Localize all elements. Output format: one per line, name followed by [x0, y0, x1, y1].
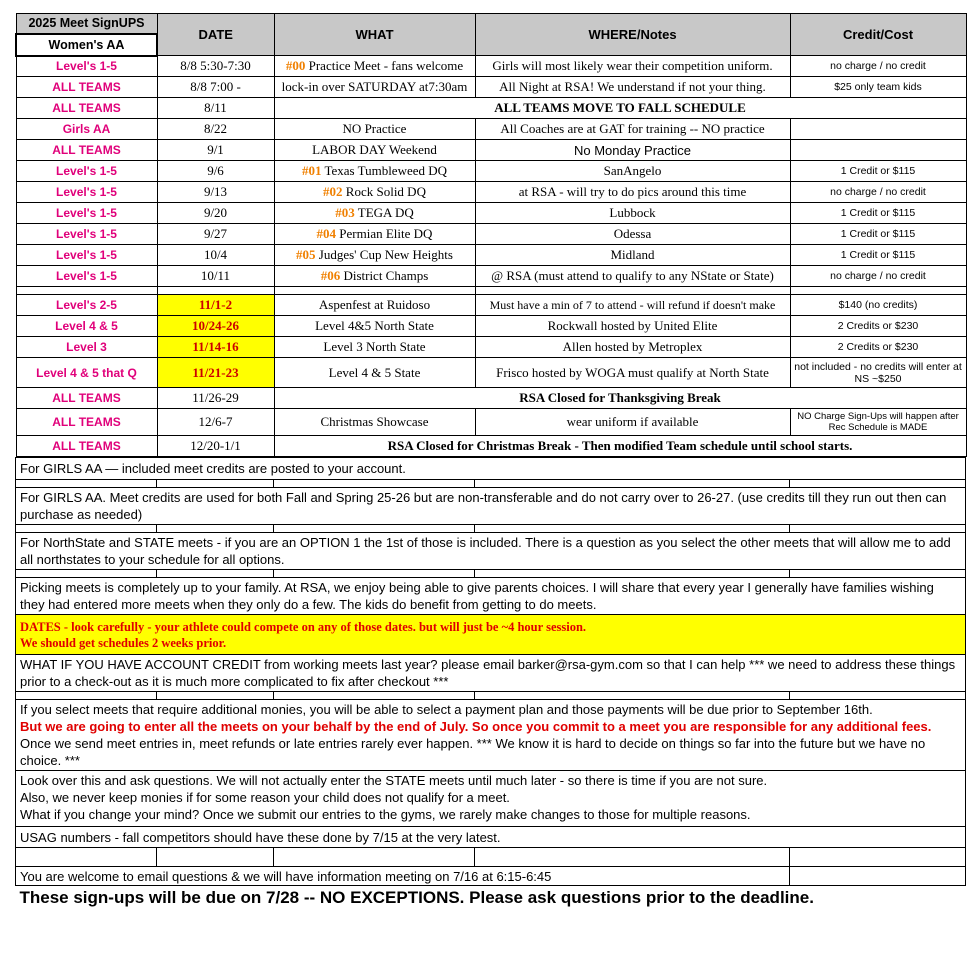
- event-name: lock-in over SATURDAY at7:30am: [281, 79, 468, 94]
- event-cell: [274, 295, 475, 316]
- event-name: NO Practice: [342, 121, 407, 136]
- date-cell: 8/8 7:00 -: [157, 77, 274, 98]
- level-cell: Level's 1-5: [16, 161, 157, 182]
- location-cell: @ RSA (must attend to qualify to any NState or State): [475, 266, 790, 287]
- note-dates-warning: [16, 615, 966, 655]
- col-header-what: WHAT: [274, 14, 475, 56]
- event-cell: [274, 119, 475, 140]
- table-row: [16, 119, 966, 140]
- location-cell: Rockwall hosted by United Elite: [475, 316, 790, 337]
- cost-cell: 1 Credit or $115: [790, 161, 966, 182]
- note-northstate-state: For NorthState and STATE meets - if you are an OPTION 1 the 1st of those is included. There is a question as you select the other meets that will allow me to add all northstates to your schedule for all options.: [16, 533, 966, 570]
- location-cell: No Monday Practice: [475, 140, 790, 161]
- cost-cell: no charge / no credit: [790, 56, 966, 77]
- note-due-date: These sign-ups will be due on 7/28 -- NO EXCEPTIONS. Please ask questions prior to the deadline.: [19, 887, 814, 907]
- meet-signup-sheet: [15, 13, 965, 910]
- meet-number: #04: [316, 226, 337, 241]
- meet-number: #00: [285, 58, 306, 73]
- dates-warning-line2: We should get schedules 2 weeks prior.: [20, 635, 227, 650]
- date-cell: 8/8 5:30-7:30: [157, 56, 274, 77]
- date-cell: 10/24-26: [157, 316, 274, 337]
- meet-number: #03: [335, 205, 355, 220]
- announcement-cell: ALL TEAMS MOVE TO FALL SCHEDULE: [274, 98, 966, 119]
- cost-cell: no charge / no credit: [790, 266, 966, 287]
- payments-line3: Once we send meet entries in, meet refunds or late entries rarely ever happen. *** We know it is hard to decide on things so far into the future but we have no choice. ***: [20, 736, 926, 768]
- level-cell: ALL TEAMS: [16, 77, 157, 98]
- cost-cell: 1 Credit or $115: [790, 245, 966, 266]
- location-cell: Midland: [475, 245, 790, 266]
- table-row: [16, 266, 966, 287]
- level-cell: ALL TEAMS: [16, 409, 157, 436]
- table-row: [16, 182, 966, 203]
- level-cell: Level 3: [16, 337, 157, 358]
- date-cell: 9/27: [157, 224, 274, 245]
- date-cell: 8/22: [157, 119, 274, 140]
- table-row: [16, 98, 966, 119]
- level-cell: Level's 1-5: [16, 56, 157, 77]
- location-cell: SanAngelo: [475, 161, 790, 182]
- date-cell: 11/1-2: [157, 295, 274, 316]
- date-cell: 12/6-7: [157, 409, 274, 436]
- col-header-cost: Credit/Cost: [790, 14, 966, 56]
- note-usag-numbers: USAG numbers - fall competitors should have these done by 7/15 at the very latest.: [16, 827, 966, 848]
- meet-number: #01: [301, 163, 322, 178]
- event-name: Judges' Cup New Heights: [315, 247, 453, 262]
- table-row: [16, 316, 966, 337]
- date-cell: 9/13: [157, 182, 274, 203]
- level-cell: ALL TEAMS: [16, 98, 157, 119]
- schedule-table: [15, 13, 967, 457]
- look-over-line3: What if you change your mind? Once we submit our entries to the gyms, we rarely make changes to those for multiple reasons.: [20, 807, 751, 822]
- event-cell: [274, 409, 475, 436]
- event-name: TEGA DQ: [354, 205, 414, 220]
- date-cell: 11/21-23: [157, 358, 274, 388]
- table-row: [16, 436, 966, 457]
- sheet-title: 2025 Meet SignUPS: [16, 14, 157, 34]
- location-cell: All Coaches are at GAT for training -- NO practice: [475, 119, 790, 140]
- event-name: District Champs: [340, 268, 429, 283]
- event-name: Level 4&5 North State: [315, 318, 434, 333]
- location-cell: Must have a min of 7 to attend - will refund if doesn't make: [475, 295, 790, 316]
- event-cell: [274, 316, 475, 337]
- event-name: Texas Tumbleweed DQ: [321, 163, 448, 178]
- event-cell: [274, 358, 475, 388]
- table-row: [16, 295, 966, 316]
- location-cell: at RSA - will try to do pics around this time: [475, 182, 790, 203]
- event-name: Practice Meet - fans welcome: [305, 58, 464, 73]
- event-name: Christmas Showcase: [320, 414, 429, 429]
- location-cell: Frisco hosted by WOGA must qualify at North State: [475, 358, 790, 388]
- table-row: [16, 358, 966, 388]
- spacer-row: [16, 287, 966, 295]
- event-cell: [274, 337, 475, 358]
- event-cell: [274, 203, 475, 224]
- event-cell: [274, 77, 475, 98]
- note-payments: [16, 700, 966, 771]
- date-cell: 10/11: [157, 266, 274, 287]
- location-cell: Girls will most likely wear their competition uniform.: [475, 56, 790, 77]
- announcement-cell: RSA Closed for Thanksgiving Break: [274, 388, 966, 409]
- level-cell: Level's 1-5: [16, 182, 157, 203]
- date-cell: 8/11: [157, 98, 274, 119]
- sheet-subtitle: Women's AA: [16, 34, 157, 56]
- level-cell: Level's 1-5: [16, 266, 157, 287]
- note-picking-meets: Picking meets is completely up to your family. At RSA, we enjoy being able to give parents choices. I will share that every year I generally have families wishing they had entered more meets when they only do a few. The kids do benefit from getting to do meets.: [16, 578, 966, 615]
- table-row: [16, 224, 966, 245]
- cost-cell: $25 only team kids: [790, 77, 966, 98]
- payments-line1: If you select meets that require additional monies, you will be able to select a payment plan and those payments will be due prior to September 16th.: [20, 702, 873, 717]
- notes-table: [15, 457, 966, 910]
- event-cell: [274, 266, 475, 287]
- date-cell: 11/14-16: [157, 337, 274, 358]
- event-name: Permian Elite DQ: [336, 226, 433, 241]
- level-cell: Level 4 & 5 that Q: [16, 358, 157, 388]
- location-cell: wear uniform if available: [475, 409, 790, 436]
- note-look-over: [16, 771, 966, 827]
- look-over-line2: Also, we never keep monies if for some reason your child does not qualify for a meet.: [20, 790, 510, 805]
- meet-number: #06: [320, 268, 341, 283]
- level-cell: Level's 1-5: [16, 203, 157, 224]
- level-cell: Girls AA: [16, 119, 157, 140]
- table-row: [16, 77, 966, 98]
- event-name: Level 4 & 5 State: [328, 364, 421, 380]
- cost-cell: no charge / no credit: [790, 182, 966, 203]
- location-cell: All Night at RSA! We understand if not your thing.: [475, 77, 790, 98]
- level-cell: ALL TEAMS: [16, 436, 157, 457]
- level-cell: ALL TEAMS: [16, 140, 157, 161]
- look-over-line1: Look over this and ask questions. We will not actually enter the STATE meets until much later - so there is time if you are not sure.: [20, 773, 768, 788]
- note-credits-usage: For GIRLS AA. Meet credits are used for both Fall and Spring 25-26 but are non-transferable and do not carry over to 26-27. (use credits till they run out then can purchase as needed): [16, 488, 966, 525]
- table-row: [16, 161, 966, 182]
- location-cell: Lubbock: [475, 203, 790, 224]
- cost-cell: [790, 119, 966, 140]
- location-cell: Allen hosted by Metroplex: [475, 337, 790, 358]
- table-row: [16, 337, 966, 358]
- table-row: [16, 56, 966, 77]
- level-cell: Level's 2-5: [16, 295, 157, 316]
- cost-cell: [790, 140, 966, 161]
- table-row: [16, 409, 966, 436]
- event-cell: [274, 182, 475, 203]
- event-cell: [274, 245, 475, 266]
- dates-warning-line1: DATES - look carefully - your athlete could compete on any of those dates. but will just be ~4 hour session.: [20, 619, 587, 634]
- location-cell: Odessa: [475, 224, 790, 245]
- level-cell: Level's 1-5: [16, 224, 157, 245]
- level-cell: Level 4 & 5: [16, 316, 157, 337]
- note-account-credit: WHAT IF YOU HAVE ACCOUNT CREDIT from working meets last year? please email barker@rsa-gym.com so that I can help *** we need to address these things prior to a check-out as it is much more complicated to fix after checkout ***: [16, 655, 966, 692]
- date-cell: 9/20: [157, 203, 274, 224]
- table-row: [16, 203, 966, 224]
- event-cell: [274, 56, 475, 77]
- date-cell: 10/4: [157, 245, 274, 266]
- cost-cell: not included - no credits will enter at NS ~$250: [790, 358, 966, 388]
- cost-cell: 2 Credits or $230: [790, 337, 966, 358]
- note-credits-posted: For GIRLS AA — included meet credits are posted to your account.: [16, 458, 966, 480]
- table-row: [16, 388, 966, 409]
- meet-number: #02: [323, 184, 343, 199]
- event-cell: [274, 140, 475, 161]
- cost-cell: NO Charge Sign-Ups will happen after Rec Schedule is MADE: [790, 409, 966, 436]
- cost-cell: 1 Credit or $115: [790, 203, 966, 224]
- date-cell: 9/1: [157, 140, 274, 161]
- table-row: [16, 245, 966, 266]
- note-info-meeting: You are welcome to email questions & we will have information meeting on 7/16 at 6:15-6:45: [16, 867, 790, 886]
- table-row: [16, 140, 966, 161]
- event-name: LABOR DAY Weekend: [312, 142, 437, 157]
- announcement-cell: RSA Closed for Christmas Break - Then modified Team schedule until school starts.: [274, 436, 966, 457]
- event-name: Rock Solid DQ: [342, 184, 426, 199]
- date-cell: 12/20-1/1: [157, 436, 274, 457]
- event-name: Level 3 North State: [323, 339, 426, 354]
- date-cell: 9/6: [157, 161, 274, 182]
- event-cell: [274, 224, 475, 245]
- cost-cell: 2 Credits or $230: [790, 316, 966, 337]
- level-cell: Level's 1-5: [16, 245, 157, 266]
- level-cell: ALL TEAMS: [16, 388, 157, 409]
- col-header-date: DATE: [157, 14, 274, 56]
- event-name: Aspenfest at Ruidoso: [318, 297, 431, 312]
- event-cell: [274, 161, 475, 182]
- cost-cell: $140 (no credits): [790, 295, 966, 316]
- payments-warning: But we are going to enter all the meets on your behalf by the end of July. So once you commit to a meet you are responsible for any additional fees.: [20, 719, 932, 734]
- meet-number: #05: [296, 247, 316, 262]
- date-cell: 11/26-29: [157, 388, 274, 409]
- col-header-where: WHERE/Notes: [475, 14, 790, 56]
- cost-cell: 1 Credit or $115: [790, 224, 966, 245]
